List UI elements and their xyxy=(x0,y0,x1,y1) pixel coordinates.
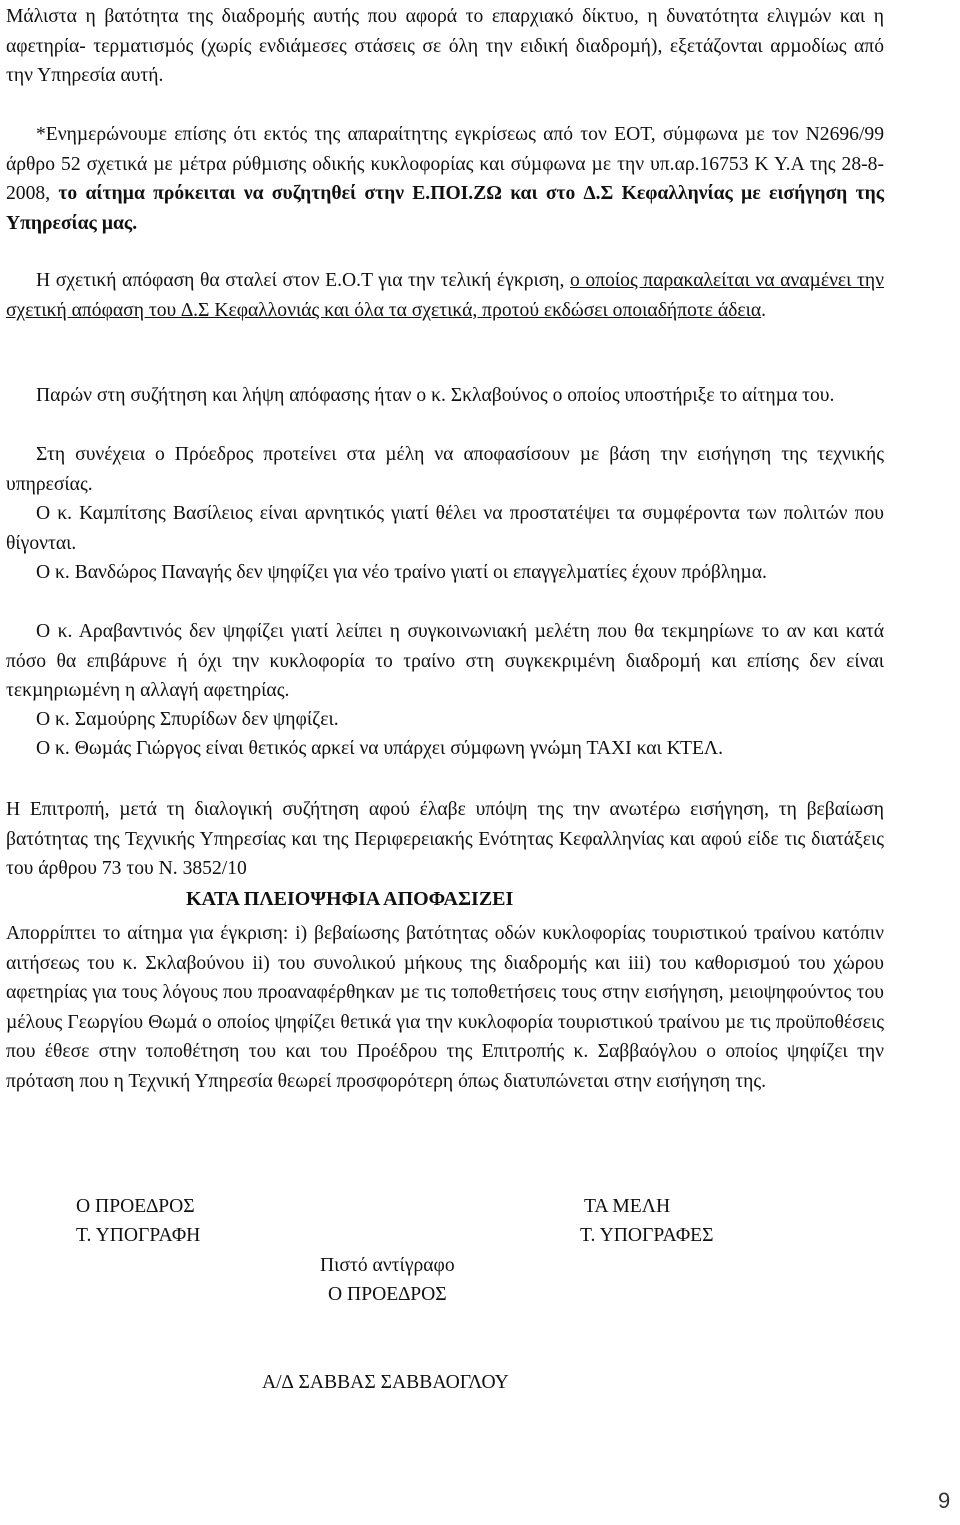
true-copy-label: Πιστό αντίγραφο xyxy=(320,1255,455,1276)
paragraph-eot-approval-text: *Ενηµερώνουµε επίσης ότι εκτός της απαραίτητης εγκρίσεως από τον ΕΟΤ, σύµφωνα µε τον Ν2696/99 άρθρο 52 σχετικά µε µέτρα ρύθµισης οδικής κυκλοφορίας και σύµφωνα µε την υπ.αρ.16753 Κ Υ.Α της 28-8-2008, xyxy=(6,124,884,204)
page-number: 9 xyxy=(938,1488,951,1513)
paragraph-aravantinos-vote: Ο κ. Αραβαντινός δεν ψηφίζει γιατί λείπει η συγκοινωνιακή µελέτη που θα τεκµηρίωνε το αν και κατά πόσο θα επιβάρυνε ή όχι την κυκλοφορία το τραίνο στη συγκεκριµένη διαδροµή και επίσης δεν είναι τεκµηριωµένη η αλλαγή αφετηρίας. xyxy=(6,621,884,701)
president-signature: Τ. ΥΠΟΓΡΑΦΗ xyxy=(76,1225,201,1246)
decision-heading: ΚΑΤΑ ΠΛΕΙΟΨΗΦΙΑ ΑΠΟΦΑΣΙΖΕΙ xyxy=(186,888,514,910)
paragraph-president-proposal: Στη συνέχεια ο Πρόεδρος προτείνει στα µέλη να αποφασίσουν µε βάση την εισήγηση της τεχνικής υπηρεσίας. xyxy=(6,444,884,495)
paragraph-decision-text: Απορρίπτει το αίτηµα για έγκριση: i) βεβαίωσης βατότητας οδών κυκλοφορίας τουριστικού τραίνου κατόπιν αιτήσεως του κ. Σκλαβούνου ii) του συνολικού µήκους της διαδροµής και iii) του καθορισµού του χώρου αφετηρίας για τους λόγους που προαναφέρθηκαν µε τις τοποθετήσεις τους στην εισήγηση, µειοψηφούντος του µέλους Γεωργίου Θωµά ο οποίος ψηφίζει θετικά για την κυκλοφορία τουριστικού τραίνου µε τις προϋποθέσεις που έθεσε στην τοποθέτηση του και του Προέδρου της Επιτροπής κ. Σαββαόγλου ο οποίος ψηφίζει την πρόταση που η Τεχνική Υπηρεσία θεωρεί προσφορότερη όπως διατυπώνεται στην εισήγηση της. xyxy=(6,923,884,1092)
paragraph-samouris-vote: Ο κ. Σαµούρης Σπυρίδων δεν ψηφίζει. xyxy=(36,709,339,730)
paragraph-kampitsis-vote: Ο κ. Καµπίτσης Βασίλειος είναι αρνητικός γιατί θέλει να προστατέψει τα συµφέροντα των πολιτών που θίγονται. xyxy=(6,503,884,554)
paragraph-vandoros-vote: Ο κ. Βανδώρος Παναγής δεν ψηφίζει για νέο τραίνο γιατί οι επαγγελµατίες έχουν πρόβληµα. xyxy=(36,562,767,583)
paragraph-decision-forwarding-underlined: ο οποίος παρακαλείται να αναµένει την σχετική απόφαση του ∆.Σ Κεφαλλονιάς και όλα τα σχετικά, προτού εκδώσει οποιαδήποτε άδεια xyxy=(6,270,884,321)
true-copy-president: Ο ΠΡΟΕ∆ΡΟΣ xyxy=(328,1284,447,1305)
paragraph-decision-forwarding-text: Η σχετική απόφαση θα σταλεί στον Ε.Ο.Τ για την τελική έγκριση, xyxy=(36,270,571,291)
signer-name: Α/∆ ΣΑΒΒΑΣ ΣΑΒΒΑΟΓΛΟΥ xyxy=(262,1372,509,1393)
paragraph-eot-approval-bold: το αίτηµα πρόκειται να συζητηθεί στην Ε.ΠΟΙ.ΖΩ και στο ∆.Σ Κεφαλληνίας µε εισήγηση της Υπηρεσίας µας. xyxy=(6,183,884,234)
paragraph-present-discussion: Παρών στη συζήτηση και λήψη απόφασης ήταν ο κ. Σκλαβούνος ο οποίος υποστήριξε το αίτηµα του. xyxy=(36,385,835,406)
paragraph-decision-forwarding xyxy=(6,266,884,325)
members-title: ΤΑ ΜΕΛΗ xyxy=(584,1196,671,1217)
paragraph-route-passability: Μάλιστα η βατότητα της διαδροµής αυτής που αφορά το επαρχιακό δίκτυο, η δυνατότητα ελιγµών και η αφετηρία- τερµατισµός (χωρίς ενδιάµεσες στάσεις σε όλη την ειδική διαδροµή), εξετάζονται αρµοδίως από την Υπηρεσία αυτή. xyxy=(6,6,884,86)
members-signatures: Τ. ΥΠΟΓΡΑΦΕΣ xyxy=(580,1225,714,1246)
president-title: Ο ΠΡΟΕ∆ΡΟΣ xyxy=(76,1196,195,1217)
paragraph-thomas-vote: Ο κ. Θωµάς Γιώργος είναι θετικός αρκεί να υπάρχει σύµφωνη γνώµη ΤΑΧΙ και ΚΤΕΛ. xyxy=(36,738,724,759)
paragraph-decision-forwarding-end: . xyxy=(761,299,767,321)
paragraph-eot-approval xyxy=(6,120,884,238)
paragraph-committee-considerations: Η Επιτροπή, µετά τη διαλογική συζήτηση αφού έλαβε υπόψη της την ανωτέρω εισήγηση, τη βεβαίωση βατότητας της Τεχνικής Υπηρεσίας και της Περιφερειακής Ενότητας Κεφαλληνίας και αφού είδε τις διατάξεις του άρθρου 73 του Ν. 3852/10 xyxy=(6,799,884,879)
